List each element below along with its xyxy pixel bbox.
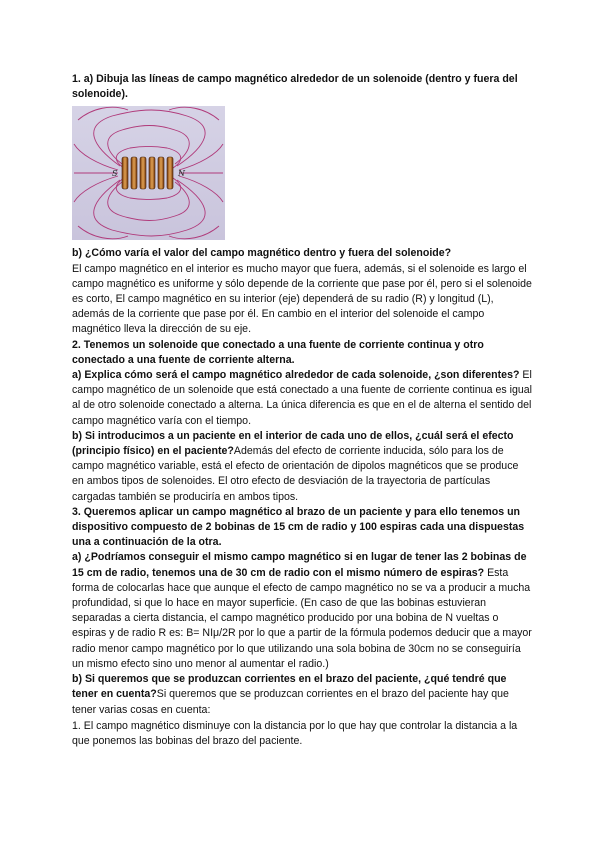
- question-3b-block: [72, 672, 532, 718]
- question-2a-block: [72, 368, 532, 429]
- answer-2a: El campo magnético de un solenoide que está conectado a una fuente de corriente continua es igual al de otro solenoide conectado a alterna. La única diferencia es que en el de alterna el sentido del campo magnético varía con el tiempo.: [72, 369, 532, 427]
- answer-3a: Esta forma de colocarlas hace que aunque el efecto de campo magnético no se va a producir a mucha profundidad, si que lo hace en mayor superficie. (En caso de que las bobinas estuvieran separadas a cierta distancia, el campo magnético producido por una bobina de N vueltas o espiras y de radio R es: B= NIμ/2R por lo que a partir de la fórmula podemos deducir que a mayor radio menor campo magnético por lo que utilizando una sola bobina de 30cm no se conseguiría un mismo efecto sino uno menor al aumentar el radio.): [72, 566, 532, 670]
- document-page: [72, 72, 532, 749]
- question-3a-block: [72, 550, 532, 672]
- question-1b: b) ¿Cómo varía el valor del campo magnético dentro y fuera del solenoide?: [72, 247, 452, 260]
- question-2b-block: [72, 429, 532, 505]
- question-3a: a) ¿Podríamos conseguir el mismo campo magnético si en lugar de tener las 2 bobinas de 15 cm de radio, tenemos una de 30 cm de radio con el mismo número de espiras?: [72, 551, 527, 579]
- question-1-heading: 1. a) Dibuja las líneas de campo magnético alrededor de un solenoide (dentro y fuera del solenoide).: [72, 73, 518, 101]
- answer-3b: Si queremos que se produzcan corrientes en el brazo del paciente hay que tener varias cosas en cuenta:: [72, 688, 509, 716]
- solenoid-field-lines-figure: [72, 106, 225, 240]
- question-3b: b) Si queremos que se produzcan corrientes en el brazo del paciente, ¿qué tendré que tener en cuenta?: [72, 673, 507, 701]
- answer-2b: Además del efecto de corriente inducida, sólo para los de campo magnético variable, está el efecto de orientación de dipolos magnéticos que se produce en ambos tipos de solenoides. El otro efecto de desviación de la trayectoria de partículas cargadas también se produciría en ambos tipos.: [72, 445, 519, 503]
- north-pole-label: N: [178, 169, 185, 179]
- south-pole-label: S: [112, 169, 118, 179]
- answer-1b: El campo magnético en el interior es mucho mayor que fuera, además, si el solenoide es largo el campo magnético es uniforme y sólo depende de la corriente que pase por él, pero si el solenoide es corto, El campo magnético en su interior (eje) dependerá de su radio (R) y longitud (L), además de la corriente que pase por él. En cambio en el interior del solenoide el campo magnético lleva la dirección de su eje.: [72, 262, 532, 336]
- question-3-heading: 3. Queremos aplicar un campo magnético al brazo de un paciente y para ello tenemos un dispositivo compuesto de 2 bobinas de 15 cm de radio y 100 espiras cada una dispuestas una a continuación de la otra.: [72, 505, 525, 549]
- question-2a: a) Explica cómo será el campo magnético alrededor de cada solenoide, ¿son diferentes?: [72, 369, 520, 382]
- question-2-heading: 2. Tenemos un solenoide que conectado a una fuente de corriente continua y otro conectado a una fuente de corriente alterna.: [72, 338, 484, 366]
- list-item: 1. El campo magnético disminuye con la distancia por lo que hay que controlar la distancia a la que ponemos las bobinas del brazo del paciente.: [72, 719, 518, 747]
- question-2b: b) Si introducimos a un paciente en el interior de cada uno de ellos, ¿cuál será el efecto (principio físico) en el paciente?: [72, 429, 514, 458]
